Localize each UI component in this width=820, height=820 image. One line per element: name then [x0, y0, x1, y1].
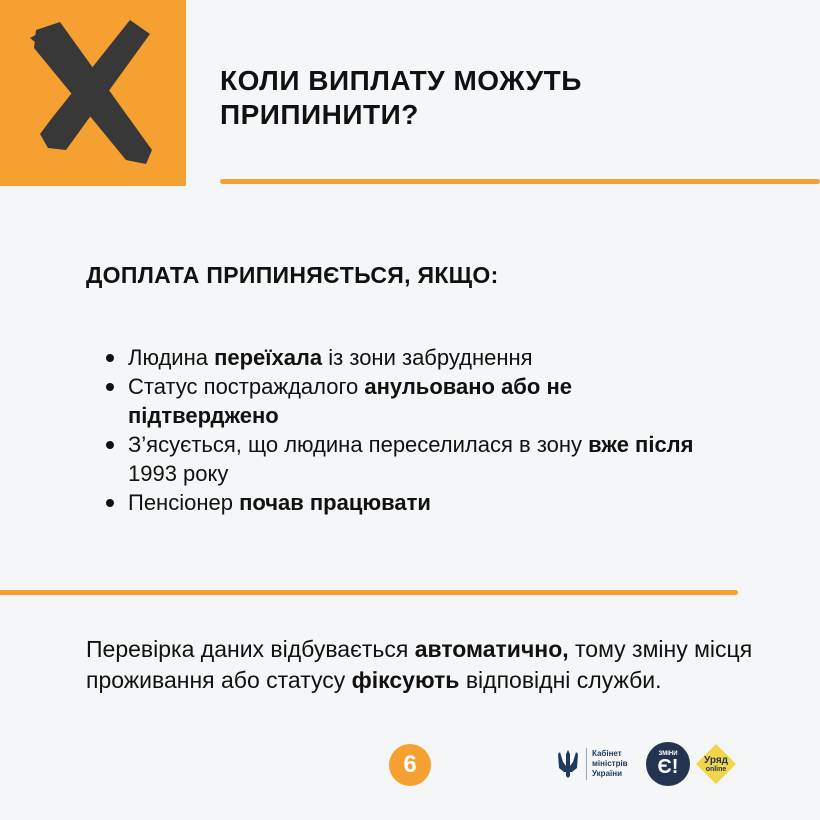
- cabinet-logo-text: [592, 749, 642, 779]
- section-title: ДОПЛАТА ПРИПИНЯЄТЬСЯ, ЯКЩО:: [86, 262, 499, 288]
- list-item: [104, 488, 724, 517]
- list-item-text: Людина: [128, 345, 215, 370]
- list-item-text: Пенсіонер: [128, 490, 240, 515]
- trident-icon: [556, 748, 580, 780]
- cabinet-line: Кабінет: [592, 749, 622, 758]
- cross-graphic-box: [0, 0, 186, 186]
- footer-note: [86, 634, 766, 696]
- uriad-logo-text: [694, 742, 738, 786]
- uriad-logo-line: Уряд: [704, 754, 728, 766]
- conditions-list: [104, 343, 724, 517]
- zminy-logo-small: ЗМІНИ: [658, 751, 678, 757]
- middle-divider: [0, 590, 738, 595]
- zminy-logo-big: Є!: [657, 756, 679, 778]
- list-item-bold-text: вже після: [588, 432, 694, 457]
- uriad-logo-line: online: [705, 765, 727, 773]
- page-title: [220, 64, 780, 132]
- list-item-bold-text: почав працювати: [239, 490, 431, 515]
- list-item-text: 1993 року: [128, 461, 229, 486]
- footer-bold-text: фіксують: [351, 667, 460, 693]
- list-item: [104, 430, 724, 488]
- footer-text: відповідні служби.: [459, 667, 662, 693]
- page-title-line-2: ПРИПИНИТИ?: [220, 99, 419, 130]
- list-item: [104, 372, 724, 430]
- list-item-text: Статус постраждалого: [128, 374, 365, 399]
- logo-divider: [586, 748, 587, 780]
- bullet-icon: [106, 499, 114, 507]
- list-item-text: З’ясується, що людина переселилася в зону: [128, 432, 589, 457]
- bullet-icon: [106, 383, 114, 391]
- page-title-line-1: КОЛИ ВИПЛАТУ МОЖУТЬ: [220, 65, 582, 96]
- list-item-bold-text: анульовано або не підтверджено: [128, 374, 572, 428]
- footer-text: Перевірка даних відбувається: [86, 636, 415, 662]
- footer-bold-text: автоматично,: [414, 636, 569, 662]
- cross-icon: [0, 0, 186, 186]
- zminy-logo: [646, 742, 690, 786]
- page-number: 6: [389, 744, 431, 786]
- top-divider: [220, 179, 820, 184]
- bullet-icon: [106, 354, 114, 362]
- list-item-bold-text: переїхала: [214, 345, 323, 370]
- footer-text: тому зміну місця проживання або статусу: [86, 636, 753, 693]
- logo-strip: [556, 740, 740, 788]
- cabinet-line: міністрів: [592, 759, 628, 768]
- uriad-online-logo: [694, 742, 738, 786]
- cabinet-line: України: [592, 769, 623, 778]
- list-item: [104, 343, 724, 372]
- list-item-text: із зони забруднення: [322, 345, 533, 370]
- bullet-icon: [106, 441, 114, 449]
